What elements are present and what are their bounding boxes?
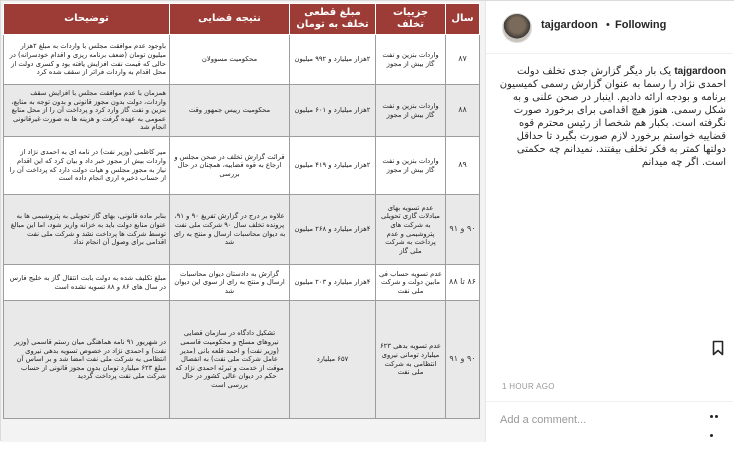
header-year: سال bbox=[446, 4, 480, 35]
cell-detail: عدم تسویه بدهی ۶۲۳ میلیارد تومانی نیروی انتظامی به شرکت ملی نفت bbox=[376, 301, 446, 419]
header-amount: مبلغ قطعی تخلف به تومان bbox=[290, 4, 376, 35]
cell-year: ۹۰ و ۹۱ bbox=[446, 195, 480, 265]
cell-result: علاوه بر درج در گزارش تفریغ ۹۰ و ۹۱، پرونده تخلف سال ۹۰ شرکت ملی نفت به دیوان محاسبات ارسال و منتج به رای شد bbox=[170, 195, 290, 265]
cell-description: همزمان با عدم موافقت مجلس با افزایش سقف واردات، دولت بدون مجوز قانونی و بدون توجه به منابع، بنزین و نفت گاز وارد کرد و پرداخت آن را از محل منابع عمومی به عهده گرفت و هزینه ها به صورت غیرقانونی انجام شد bbox=[4, 85, 170, 137]
cell-year: ۸۹ bbox=[446, 137, 480, 195]
header-description: توضیحات bbox=[4, 4, 170, 35]
cell-year: ۹۰ و ۹۱ bbox=[446, 301, 480, 419]
following-button[interactable]: Following bbox=[615, 19, 667, 31]
table-row bbox=[4, 137, 480, 195]
cell-year: ۸۶ تا ۸۸ bbox=[446, 265, 480, 301]
post-caption bbox=[498, 65, 726, 169]
cell-detail: عدم تسویه حساب فی مابین دولت و شرکت ملی نفت bbox=[376, 265, 446, 301]
caption-text: یک بار دیگر گزارش جدی تخلف دولت احمدی نژاد را رسما به عنوان گزارش رسمی کمیسیون برنامه و بودجه ارائه دادیم. اینبار در صحن علنی و به شکل رسمی. هنوز هیچ اقدامی برای برخورد صورت نگرفته است. بکبار هم شخصا از رئیس محترم قوه قضاییه خواستم برخورد لازم صورت بگیرد تا حداقل دولتها کمتر به فکر تخلف بیفتند. نمیدانم چه حکمتی است. اگر چه میدانم bbox=[499, 66, 726, 168]
table-row bbox=[4, 265, 480, 301]
cell-year: ۸۷ bbox=[446, 35, 480, 85]
post-sidebar bbox=[486, 1, 734, 442]
cell-year: ۸۸ bbox=[446, 85, 480, 137]
cell-result: قرائت گزارش تخلف در صحن مجلس و ارجاع به قوه قضاییه، همچنان در حال بررسی bbox=[170, 137, 290, 195]
username-link[interactable]: tajgardoon bbox=[541, 19, 598, 31]
cell-amount: ۲هزار میلیارد و ۶۰۱ میلیون bbox=[290, 85, 376, 137]
post-timestamp: 1 HOUR AGO bbox=[502, 382, 555, 391]
cell-detail: واردات بنزین و نفت گاز بیش از مجوز bbox=[376, 137, 446, 195]
violations-table bbox=[3, 3, 480, 419]
table-row bbox=[4, 35, 480, 85]
cell-amount: ۶۵۷ میلیارد bbox=[290, 301, 376, 419]
more-options-icon[interactable] bbox=[710, 415, 724, 419]
header-result: نتیجه قضایی bbox=[170, 4, 290, 35]
post-header bbox=[486, 1, 733, 54]
action-bar bbox=[486, 335, 733, 363]
cell-description: مبلغ تکلیف شده به دولت بابت انتقال گاز به خلیج فارس در سال های ۸۶ و ۸۸ تسویه نشده است bbox=[4, 265, 170, 301]
cell-amount: ۴هزار میلیارد و ۲۰۳ میلیون bbox=[290, 265, 376, 301]
table-row bbox=[4, 301, 480, 419]
cell-detail: عدم تسویه بهای مبادلات گازی تحویلی به شرکت های پتروشیمی و عدم پرداخت به شرکت ملی گاز bbox=[376, 195, 446, 265]
cell-result: گزارش به دادستان دیوان محاسبات ارسال و منتج به رای از سوی این دیوان شد bbox=[170, 265, 290, 301]
cell-detail: واردات بنزین و نفت گاز بیش از مجوز bbox=[376, 35, 446, 85]
cell-amount: ۲هزار میلیارد و ۹۹۲ میلیون bbox=[290, 35, 376, 85]
caption-username[interactable]: tajgardoon bbox=[674, 66, 726, 77]
cell-description: میر کاظمی (وزیر نفت) در نامه ای به احمدی نژاد از واردات بیش از مجوز خبر داد و بیان کرد که این اقدام نیاز به مجوز مجلس و هیات دولت دارد که پرداخت آن را از حساب ذخیره ارزی انجام داده است bbox=[4, 137, 170, 195]
cell-amount: ۴هزار میلیارد و ۲۶۸ میلیون bbox=[290, 195, 376, 265]
cell-result: تشکیل دادگاه در سازمان قضایی نیروهای مسلح و محکومیت قاسمی (وزیر نفت) و احمد قلعه بانی (مدیر عامل شرکت ملی نفت) به انفصال موقت از خدمت و تبرئه احمدی نژاد که حکم در دیوان عالی کشور در حال بررسی است bbox=[170, 301, 290, 419]
cell-detail: واردات بنزین و نفت گاز بیش از مجوز bbox=[376, 85, 446, 137]
table-header-row bbox=[4, 4, 480, 35]
header-detail: جزییات تخلف bbox=[376, 4, 446, 35]
cell-description: بنابر ماده قانونی، بهای گاز تحویلی به پتروشیمی ها به عنوان منابع دولت باید به خزانه واریز شود، اما این مبالغ توسط شرکت ها پرداخت نشد و شرکت ملی نفت اقدامی برای وصول آن انجام نداد bbox=[4, 195, 170, 265]
cell-description: در شهریور ۹۱ نامه هماهنگی میان رستم قاسمی (وزیر نفت) و احمدی نژاد در خصوص تسویه بدهی نیروی انتظامی به شرکت ملی نفت امضا شد و بر اساس آن مبلغ ۶۲۳ میلیارد تومان بدون مجوز قانونی از حساب شرکت ملی نفت پرداخت گردید bbox=[4, 301, 170, 419]
cell-description: باوجود عدم موافقت مجلس با واردات به مبلغ ۲هزار میلیون تومان (ضعف برنامه ریزی و اقدام خودسرانه) در حالی که قیمت نفت افزایش یافته بود و کسری دولت از محل اقدام به واردات فراتر از سقف شده کرد bbox=[4, 35, 170, 85]
dot-separator: • bbox=[606, 19, 610, 31]
cell-result: محکومیت رییس جمهور وقت bbox=[170, 85, 290, 137]
avatar[interactable] bbox=[502, 13, 532, 43]
cell-amount: ۲هزار میلیارد و ۴۱۹ میلیون bbox=[290, 137, 376, 195]
table-row bbox=[4, 85, 480, 137]
post-image[interactable] bbox=[1, 1, 486, 442]
cell-result: محکومیت مسوولان bbox=[170, 35, 290, 85]
table-row bbox=[4, 195, 480, 265]
bookmark-icon[interactable] bbox=[712, 340, 724, 356]
comment-input[interactable] bbox=[500, 411, 690, 429]
